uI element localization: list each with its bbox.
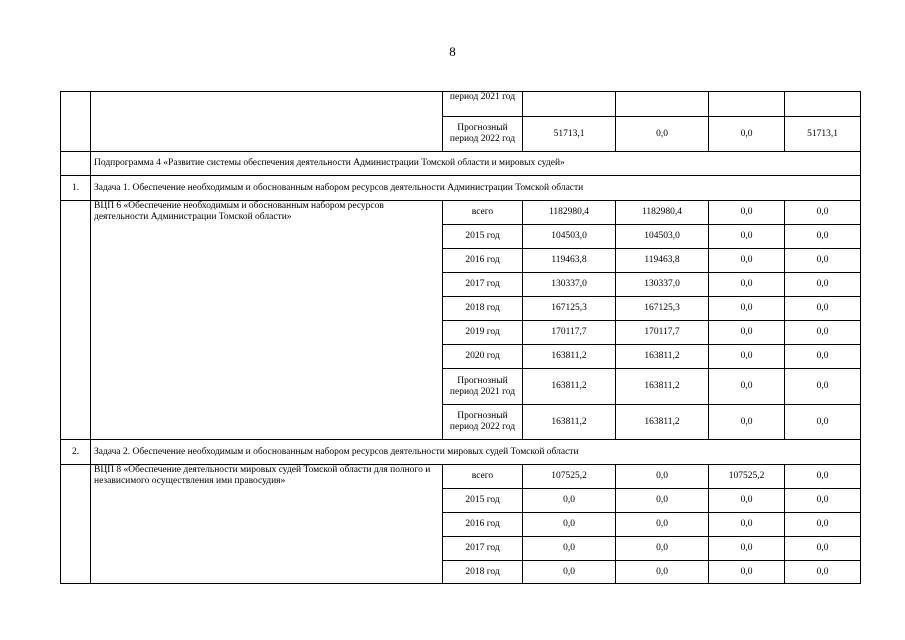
period-cell: 2019 год: [443, 321, 523, 345]
value-cell: 0,0: [785, 513, 861, 537]
value-cell: [785, 92, 861, 117]
value-cell: 0,0: [616, 489, 709, 513]
program-name: ВЦП 8 «Обеспечение деятельности мировых судей Томской области для полного и независимого осуществления ими правосудия»: [91, 465, 443, 584]
value-cell: 163811,2: [523, 405, 616, 440]
period-cell: 2015 год: [443, 225, 523, 249]
page-number: 8: [449, 44, 456, 59]
value-cell: 0,0: [785, 489, 861, 513]
value-cell: 130337,0: [523, 273, 616, 297]
value-cell: 0,0: [709, 489, 785, 513]
table-row: [61, 201, 861, 225]
program-name: ВЦП 6 «Обеспечение необходимым и обоснованным набором ресурсов деятельности Администрации Томской области»: [91, 201, 443, 440]
value-cell: 163811,2: [616, 405, 709, 440]
value-cell: 107525,2: [709, 465, 785, 489]
value-cell: 130337,0: [616, 273, 709, 297]
value-cell: 0,0: [709, 513, 785, 537]
value-cell: 0,0: [523, 489, 616, 513]
value-cell: 163811,2: [523, 369, 616, 405]
value-cell: 119463,8: [616, 249, 709, 273]
value-cell: 119463,8: [523, 249, 616, 273]
budget-table: [60, 91, 861, 584]
period-cell: всего: [443, 465, 523, 489]
table-row: [61, 465, 861, 489]
period-cell: 2016 год: [443, 249, 523, 273]
value-cell: 51713,1: [523, 117, 616, 152]
value-cell: 104503,0: [616, 225, 709, 249]
name-cell: [91, 92, 443, 152]
value-cell: 0,0: [523, 561, 616, 584]
value-cell: 0,0: [709, 369, 785, 405]
period-cell: всего: [443, 201, 523, 225]
value-cell: 0,0: [709, 249, 785, 273]
value-cell: 0,0: [709, 537, 785, 561]
subprogram-row: [61, 152, 861, 176]
value-cell: 0,0: [785, 201, 861, 225]
value-cell: 163811,2: [523, 345, 616, 369]
value-cell: 0,0: [709, 273, 785, 297]
value-cell: 0,0: [709, 561, 785, 584]
value-cell: 0,0: [785, 561, 861, 584]
number-cell: [61, 92, 91, 152]
value-cell: 163811,2: [616, 369, 709, 405]
value-cell: 0,0: [523, 537, 616, 561]
value-cell: 0,0: [616, 537, 709, 561]
value-cell: 1182980,4: [616, 201, 709, 225]
value-cell: 170117,7: [523, 321, 616, 345]
task-title: Задача 2. Обеспечение необходимым и обоснованным набором ресурсов деятельности мировых судей Томской области: [91, 440, 861, 465]
period-cell: 2018 год: [443, 297, 523, 321]
value-cell: [616, 92, 709, 117]
value-cell: 0,0: [709, 405, 785, 440]
value-cell: 0,0: [616, 513, 709, 537]
value-cell: 0,0: [785, 249, 861, 273]
value-cell: 0,0: [616, 465, 709, 489]
value-cell: 0,0: [709, 117, 785, 152]
value-cell: 0,0: [523, 513, 616, 537]
number-cell: [61, 465, 91, 584]
task-number: 2.: [61, 440, 91, 465]
task-row: [61, 440, 861, 465]
value-cell: 1182980,4: [523, 201, 616, 225]
value-cell: 163811,2: [616, 345, 709, 369]
period-cell: 2018 год: [443, 561, 523, 584]
value-cell: 170117,7: [616, 321, 709, 345]
task-title: Задача 1. Обеспечение необходимым и обоснованным набором ресурсов деятельности Администрации Томской области: [91, 176, 861, 201]
task-row: [61, 176, 861, 201]
period-cell: 2017 год: [443, 273, 523, 297]
value-cell: 0,0: [785, 537, 861, 561]
value-cell: 167125,3: [523, 297, 616, 321]
value-cell: 0,0: [616, 117, 709, 152]
number-cell: [61, 152, 91, 176]
period-cell: 2015 год: [443, 489, 523, 513]
value-cell: 51713,1: [785, 117, 861, 152]
period-cell: 2020 год: [443, 345, 523, 369]
value-cell: 0,0: [785, 273, 861, 297]
value-cell: 0,0: [709, 345, 785, 369]
period-cell: 2017 год: [443, 537, 523, 561]
value-cell: 0,0: [785, 345, 861, 369]
value-cell: 0,0: [709, 321, 785, 345]
period-cell: Прогнозный период 2022 год: [443, 405, 523, 440]
value-cell: [523, 92, 616, 117]
value-cell: 0,0: [709, 201, 785, 225]
value-cell: [709, 92, 785, 117]
value-cell: 107525,2: [523, 465, 616, 489]
period-cell: Прогнозный период 2022 год: [443, 117, 523, 152]
table-row: [61, 92, 861, 117]
value-cell: 0,0: [785, 405, 861, 440]
subprogram-title: Подпрограмма 4 «Развитие системы обеспечения деятельности Администрации Томской области и мировых судей»: [91, 152, 861, 176]
value-cell: 0,0: [709, 225, 785, 249]
task-number: 1.: [61, 176, 91, 201]
value-cell: 0,0: [785, 465, 861, 489]
value-cell: 167125,3: [616, 297, 709, 321]
value-cell: 0,0: [785, 369, 861, 405]
period-cell: Прогнозный период 2021 год: [443, 369, 523, 405]
value-cell: 0,0: [709, 297, 785, 321]
value-cell: 0,0: [785, 321, 861, 345]
period-cell: период 2021 год: [443, 92, 523, 117]
period-cell: 2016 год: [443, 513, 523, 537]
value-cell: 0,0: [616, 561, 709, 584]
value-cell: 0,0: [785, 297, 861, 321]
value-cell: 104503,0: [523, 225, 616, 249]
value-cell: 0,0: [785, 225, 861, 249]
number-cell: [61, 201, 91, 440]
